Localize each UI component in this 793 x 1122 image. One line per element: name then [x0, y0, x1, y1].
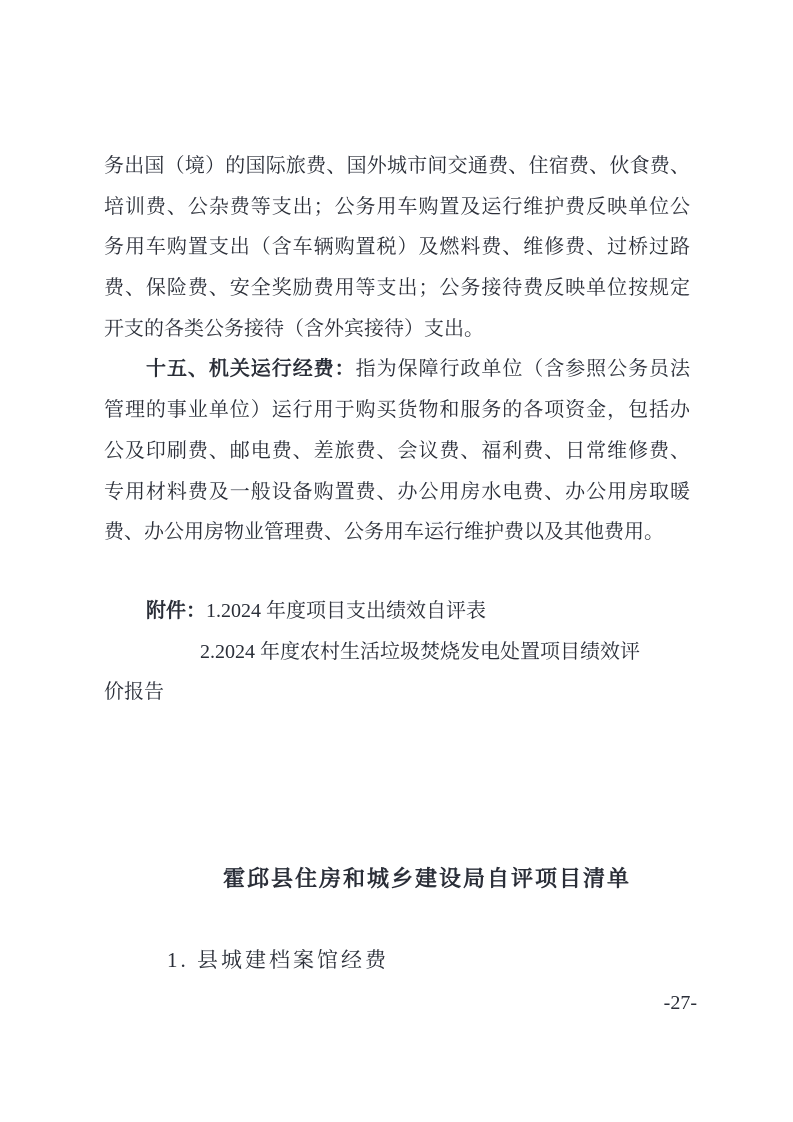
section-heading-inline: 十五、机关运行经费 — [146, 358, 335, 381]
body-text — [104, 146, 690, 553]
page-number: -27- — [663, 992, 697, 1014]
paragraph-text: 指为保障行政单位（含参照公务员法 — [355, 358, 691, 381]
attachment-label: 附件： — [146, 600, 206, 622]
section-heading-colon: ： — [334, 358, 356, 381]
section-title: 霍邱县住房和城乡建设局自评项目清单 — [222, 866, 631, 891]
paragraph-line: 务用车购置支出（含车辆购置税）及燃料费、维修费、过桥过路 — [104, 236, 690, 259]
paragraph-line: 专用材料费及一般设备购置费、办公用房水电费、办公用房取暖 — [104, 480, 690, 503]
paragraph-line: 管理的事业单位）运行用于购买货物和服务的各项资金，包括办 — [104, 399, 690, 422]
attachment-item-2-line-1: 2.2024 年度农村生活垃圾焚烧发电处置项目绩效评 — [200, 640, 640, 663]
paragraph-line: 培训费、公杂费等支出；公务用车购置及运行维护费反映单位公 — [104, 195, 690, 218]
paragraph-line: 费、保险费、安全奖励费用等支出；公务接待费反映单位按规定 — [104, 277, 690, 300]
attachment-line — [104, 591, 690, 632]
attachment-item-2-line-2: 价报告 — [104, 681, 164, 704]
paragraph-line: 开支的各类公务接待（含外宾接待）支出。 — [104, 317, 484, 340]
paragraph-line: 费、办公用房物业管理费、公务用车运行维护费以及其他费用。 — [104, 521, 664, 544]
attachment-block — [104, 591, 690, 713]
attachment-item-1: 1.2024 年度项目支出绩效自评表 — [206, 600, 486, 622]
paragraph-line: 务出国（境）的国际旅费、国外城市间交通费、住宿费、伙食费、 — [104, 155, 690, 177]
paragraph-line — [104, 349, 690, 390]
list-item-1: 1. 县城建档案馆经费 — [167, 948, 389, 972]
paragraph-line: 公及印刷费、邮电费、差旅费、会议费、福利费、日常维修费、 — [104, 439, 690, 462]
